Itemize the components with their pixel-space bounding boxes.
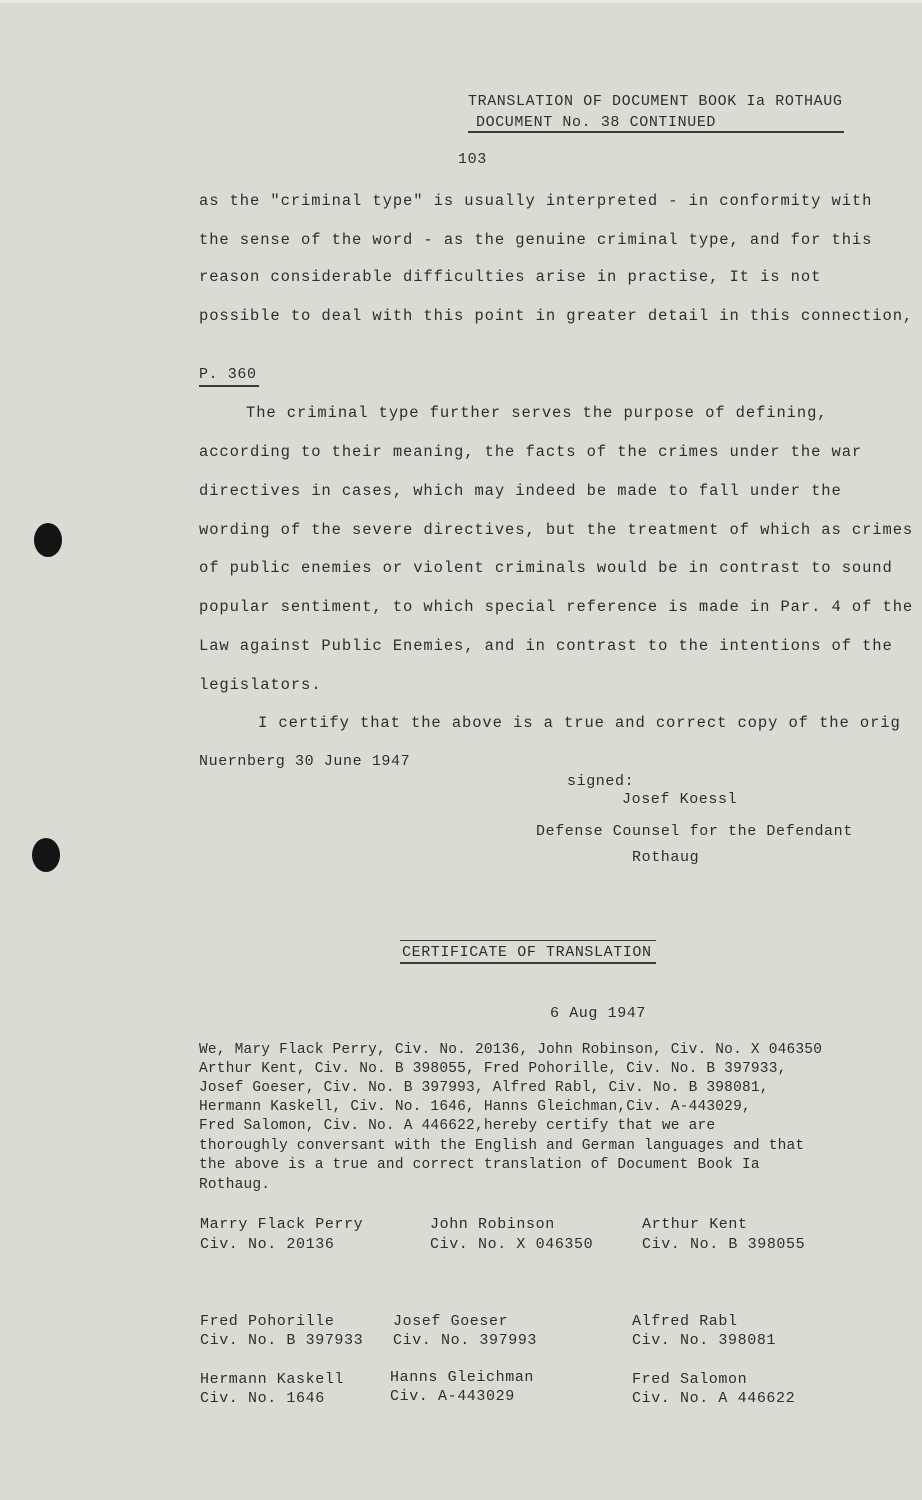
certificate-body-line: Fred Salomon, Civ. No. A 446622,hereby certify that we are bbox=[199, 1118, 716, 1134]
translator-name: John Robinson bbox=[430, 1216, 555, 1233]
certificate-body-line: Arthur Kent, Civ. No. B 398055, Fred Pohorille, Civ. No. B 397933, bbox=[199, 1061, 787, 1077]
paragraph2-line: Law against Public Enemies, and in contrast to the intentions of the bbox=[199, 637, 893, 655]
signer-title: Defense Counsel for the Defendant bbox=[536, 823, 853, 840]
translator-civ: Civ. No. X 046350 bbox=[430, 1236, 594, 1253]
translator-civ: Civ. No. B 398055 bbox=[642, 1236, 806, 1253]
translator-civ: Civ. A-443029 bbox=[390, 1388, 515, 1405]
signed-label: signed: bbox=[567, 773, 635, 790]
certificate-body-line: We, Mary Flack Perry, Civ. No. 20136, John Robinson, Civ. No. X 046350 bbox=[199, 1042, 823, 1058]
paragraph2-line: of public enemies or violent criminals would be in contrast to sound bbox=[199, 559, 893, 577]
certificate-body-line: thoroughly conversant with the English and German languages and that bbox=[199, 1138, 805, 1154]
translator-name: Arthur Kent bbox=[642, 1216, 748, 1233]
signer-name: Josef Koessl bbox=[622, 791, 738, 808]
signer-defendant: Rothaug bbox=[632, 849, 700, 866]
translator-civ: Civ. No. 20136 bbox=[200, 1236, 335, 1253]
header-title: TRANSLATION OF DOCUMENT BOOK Ia ROTHAUG bbox=[468, 93, 843, 110]
place-date: Nuernberg 30 June 1947 bbox=[199, 753, 411, 770]
paper-edge bbox=[0, 0, 922, 3]
certificate-body-line: Josef Goeser, Civ. No. B 397993, Alfred Rabl, Civ. No. B 398081, bbox=[199, 1080, 769, 1096]
certificate-body-line: Hermann Kaskell, Civ. No. 1646, Hanns Gleichman,Civ. A-443029, bbox=[199, 1099, 751, 1115]
translator-name: Josef Goeser bbox=[393, 1313, 509, 1330]
translator-name: Fred Pohorille bbox=[200, 1313, 335, 1330]
certificate-body-line: the above is a true and correct translation of Document Book Ia bbox=[199, 1157, 760, 1173]
translator-civ: Civ. No. 397993 bbox=[393, 1332, 538, 1349]
certificate-heading-overline bbox=[400, 940, 656, 941]
header-underline bbox=[468, 131, 844, 133]
translator-name: Fred Salomon bbox=[632, 1371, 748, 1388]
punch-hole-upper bbox=[34, 523, 62, 557]
certificate-date: 6 Aug 1947 bbox=[550, 1005, 647, 1022]
translator-name: Hermann Kaskell bbox=[200, 1371, 345, 1388]
translator-name: Alfred Rabl bbox=[632, 1313, 738, 1330]
paragraph1-line: as the "criminal type" is usually interpreted - in conformity with bbox=[199, 192, 873, 210]
paragraph1-line: possible to deal with this point in greater detail in this connection, bbox=[199, 307, 914, 325]
section-reference: P. 360 bbox=[199, 366, 257, 383]
header-subtitle: DOCUMENT No. 38 CONTINUED bbox=[476, 114, 717, 131]
paragraph2-line: The criminal type further serves the purpose of defining, bbox=[246, 404, 828, 422]
certify-line: I certify that the above is a true and correct copy of the orig bbox=[258, 714, 901, 732]
section-reference-underline bbox=[199, 385, 259, 387]
certificate-body-line: Rothaug. bbox=[199, 1177, 271, 1193]
paragraph2-line: directives in cases, which may indeed be made to fall under the bbox=[199, 482, 842, 500]
certificate-heading-underline bbox=[400, 962, 656, 964]
paragraph2-line: wording of the severe directives, but the treatment of which as crimes bbox=[199, 521, 914, 539]
paragraph2-line: according to their meaning, the facts of the crimes under the war bbox=[199, 443, 863, 461]
paragraph2-line: popular sentiment, to which special reference is made in Par. 4 of the bbox=[199, 598, 914, 616]
translator-name: Marry Flack Perry bbox=[200, 1216, 364, 1233]
translator-civ: Civ. No. 398081 bbox=[632, 1332, 777, 1349]
translator-civ: Civ. No. A 446622 bbox=[632, 1390, 796, 1407]
paragraph1-line: reason considerable difficulties arise in practise, It is not bbox=[199, 268, 822, 286]
translator-civ: Civ. No. B 397933 bbox=[200, 1332, 364, 1349]
page-number: 103 bbox=[458, 151, 487, 168]
punch-hole-lower bbox=[32, 838, 60, 872]
paragraph1-line: the sense of the word - as the genuine criminal type, and for this bbox=[199, 231, 873, 249]
translator-name: Hanns Gleichman bbox=[390, 1369, 535, 1386]
certificate-heading: CERTIFICATE OF TRANSLATION bbox=[402, 944, 652, 961]
translator-civ: Civ. No. 1646 bbox=[200, 1390, 325, 1407]
paragraph2-line: legislators. bbox=[199, 676, 322, 694]
